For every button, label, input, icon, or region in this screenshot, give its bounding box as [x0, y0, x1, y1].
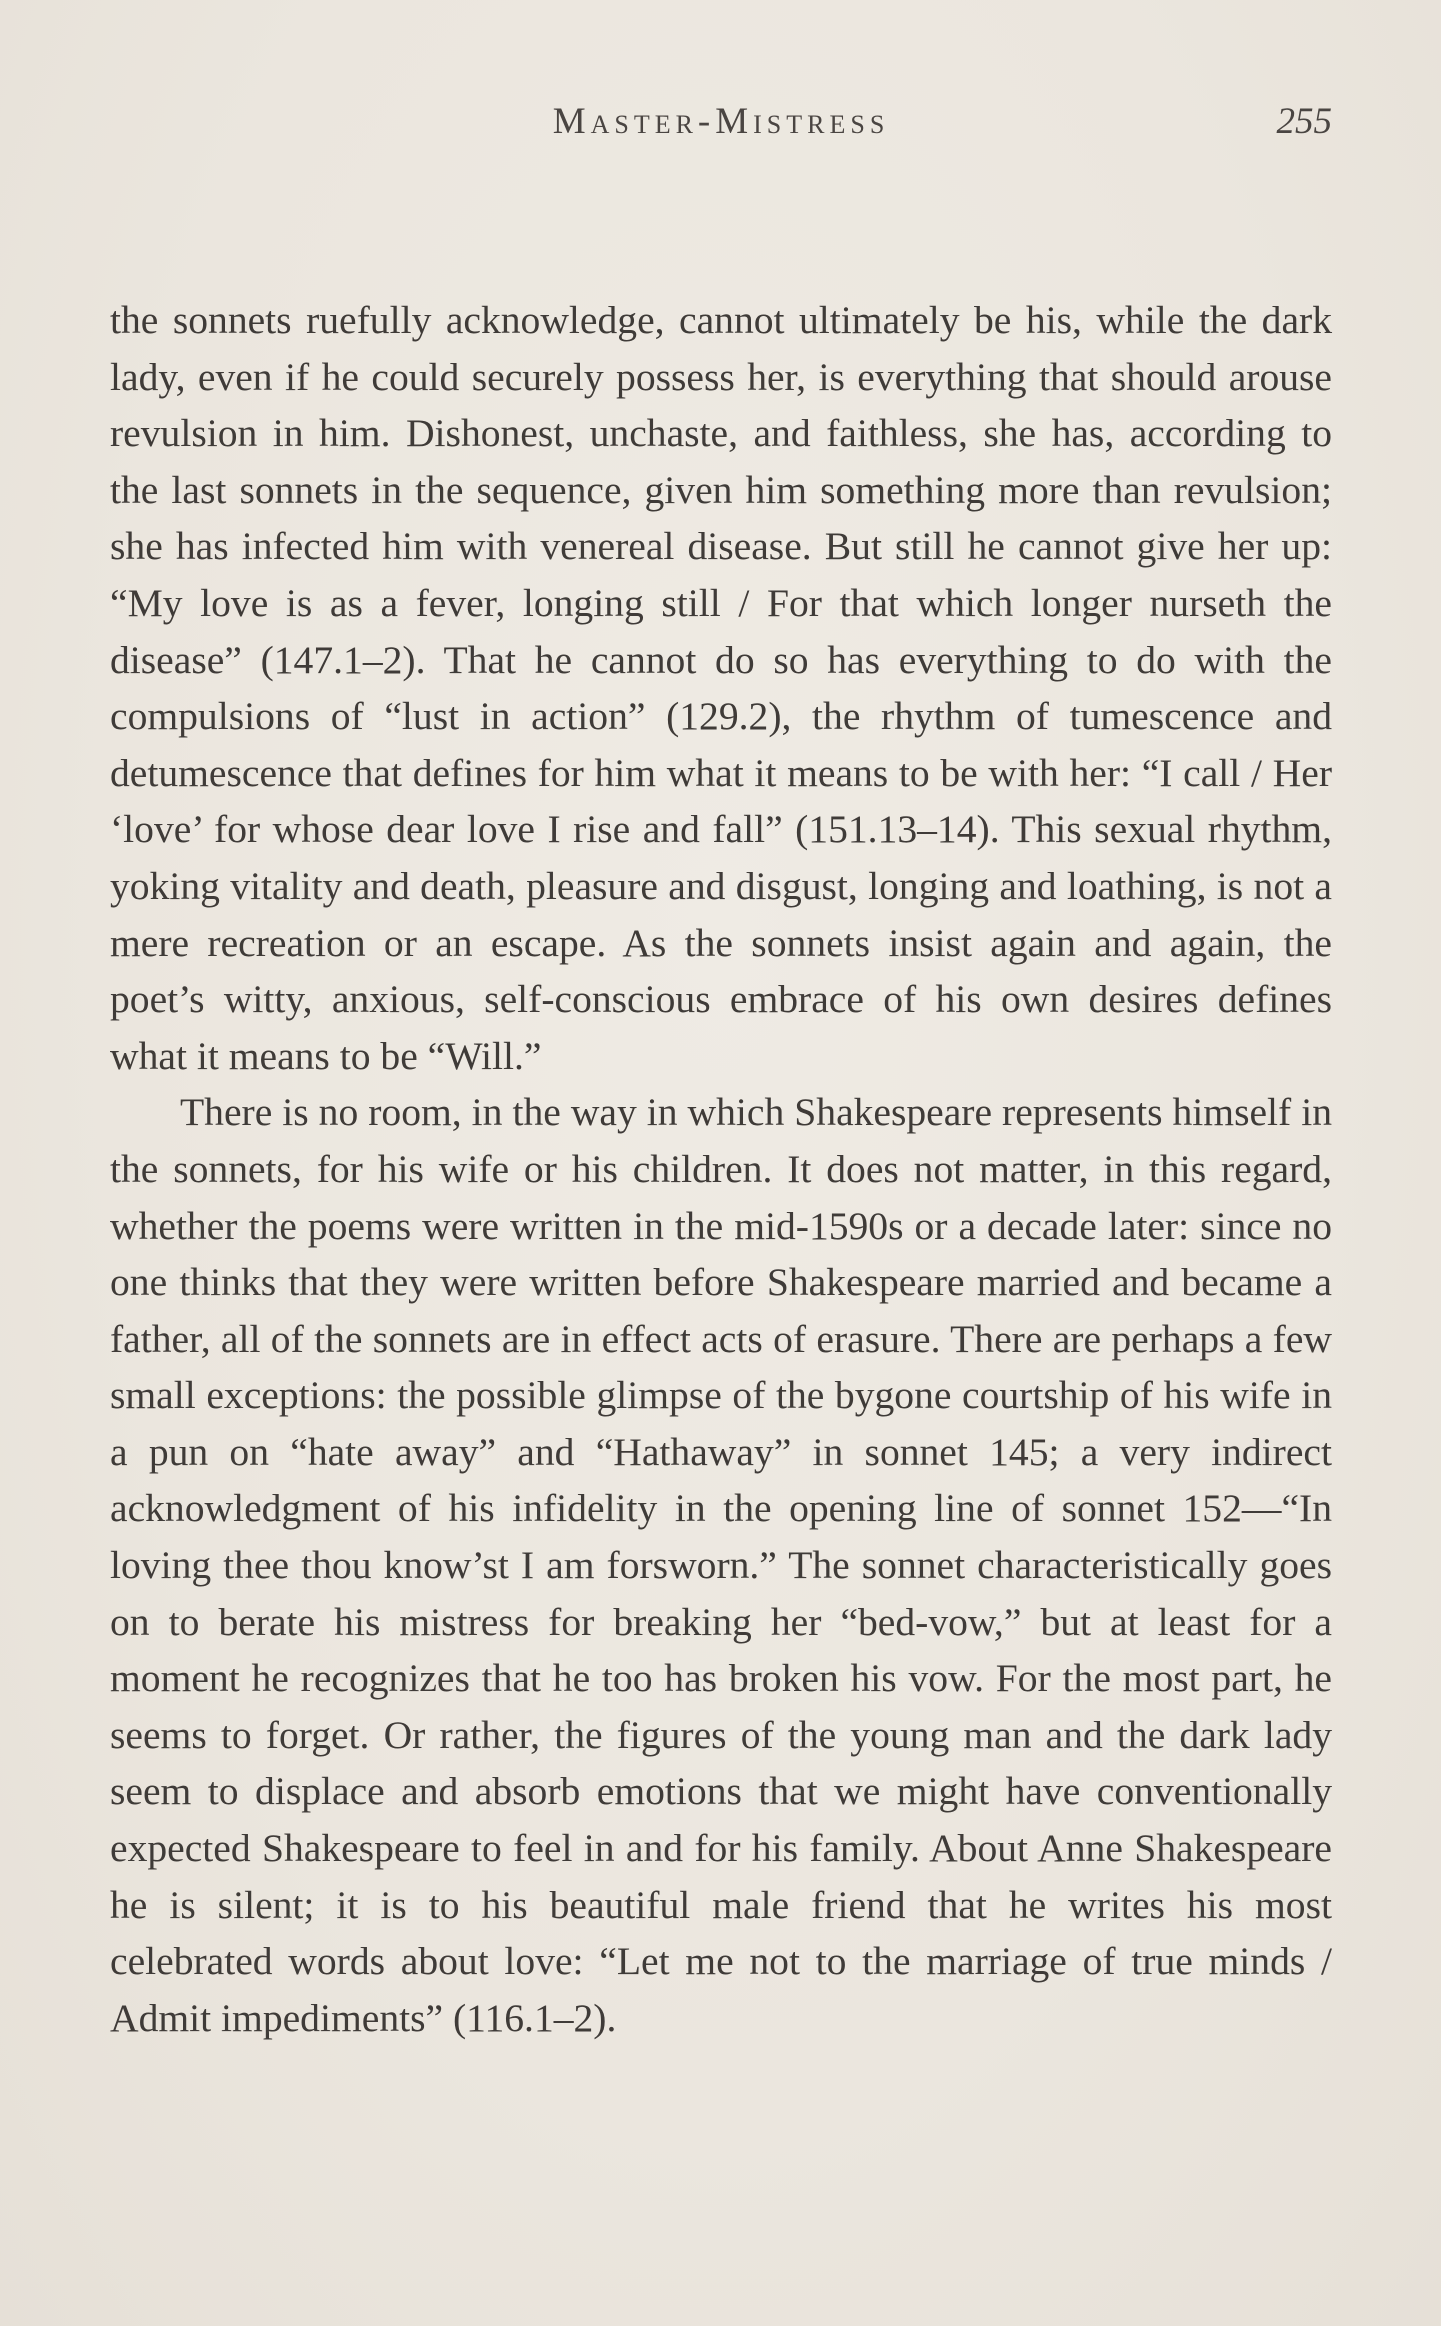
paragraph-continued: the sonnets ruefully acknowledge, cannot ultimately be his, while the dark lady, even if he could securely possess her, is everything that should arouse revulsion in him. Dishonest, unchaste, and faithless, she has, according to the last sonnets in the sequence, given him something more than revulsion; she has infected him with venereal disease. But still he cannot give her up: “My love is as a fever, longing still / For that which longer nurseth the disease” (147.1–2). That he cannot do so has everything to do with the compulsions of “lust in action” (129.2), the rhythm of tumescence and detumescence that defines for him what it means to be with her: “I call / Her ‘love’ for whose dear love I rise and fall” (151.13–14). This sexual rhythm, yoking vitality and death, pleasure and disgust, longing and loathing, is not a mere recreation or an escape. As the sonnets insist again and again, the poet’s witty, anxious, self-conscious embrace of his own desires defines what it means to be “Will.”	[110, 298, 1332, 1078]
running-title: Master-Mistress	[552, 101, 890, 142]
paragraph: There is no room, in the way in which Shakespeare represents himself in the sonnets, for his wife or his children. It does not matter, in this regard, whether the poems were written in the mid-1590s or a decade later: since no one thinks that they were written before Shakespeare married and became a father, all of the sonnets are in effect acts of erasure. There are perhaps a few small exceptions: the possible glimpse of the bygone courtship of his wife in a pun on “hate away” and “Hathaway” in sonnet 145; a very indirect acknowledgment of his infidelity in the opening line of sonnet 152—“In loving thee thou know’st I am forsworn.” The sonnet characteristically goes on to berate his mistress for breaking her “bed-vow,” but at least for a moment he recognizes that he too has broken his vow. For the most part, he seems to forget. Or rather, the figures of the young man and the dark lady seem to displace and absorb emotions that we might have conventionally expected Shakespeare to feel in and for his family. About Anne Shakespeare he is silent; it is to his beautiful male friend that he writes his most celebrated words about love: “Let me not to the marriage of true minds / Admit impediments” (116.1–2).	[110, 1090, 1332, 2040]
page-number: 255	[1276, 101, 1332, 142]
book-page	[110, 92, 1332, 2046]
body-text	[110, 292, 1332, 2046]
running-head	[110, 92, 1332, 152]
